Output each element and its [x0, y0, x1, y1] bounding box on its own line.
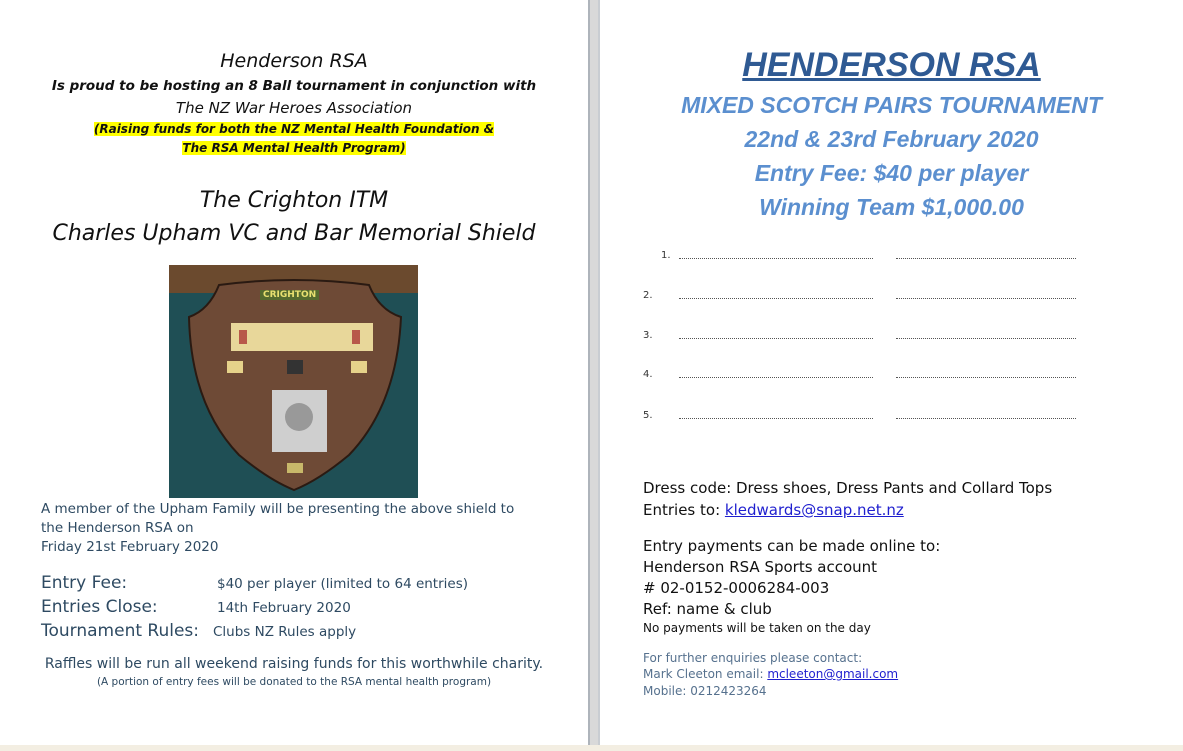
presentation-line-1: A member of the Upham Family will be presenting the above shield to: [41, 501, 515, 517]
entry-line-player-2[interactable]: [896, 298, 1076, 299]
intro-text: Is proud to be hosting an 8 Ball tournament in conjunction with: [51, 78, 537, 94]
row-number: 5.: [643, 410, 653, 421]
page-divider: [588, 0, 600, 751]
entry-row: [600, 290, 1183, 304]
payment-line-1: Entry payments can be made online to:: [643, 537, 941, 555]
entry-row: [600, 410, 1183, 424]
association-text: The NZ War Heroes Association: [175, 99, 413, 117]
entries-to-label: Entries to:: [643, 501, 725, 519]
tournament-dates: 22nd & 23rd February 2020: [744, 126, 1039, 152]
entries-email-link[interactable]: kledwards@snap.net.nz: [724, 501, 904, 519]
presentation-date: Friday 21st February 2020: [41, 539, 219, 555]
bottom-edge: [0, 745, 1183, 751]
presentation-line-2: the Henderson RSA on: [41, 520, 194, 536]
dress-code: Dress code: Dress shoes, Dress Pants and Collard Tops: [643, 479, 1053, 497]
shield-logo-text: CRIGHTON: [260, 290, 319, 300]
entry-line-player-1[interactable]: [679, 258, 873, 259]
entry-line-player-1[interactable]: [679, 377, 873, 378]
payment-account: # 02-0152-0006284-003: [643, 579, 830, 597]
entry-fee-value: $40 per player (limited to 64 entries): [217, 576, 469, 592]
enquiries-text: For further enquiries please contact:: [643, 651, 863, 665]
tournament-rules-value: Clubs NZ Rules apply: [213, 624, 357, 640]
payment-note: No payments will be taken on the day: [643, 621, 871, 635]
contact-line: [643, 667, 898, 681]
mobile-number: Mobile: 0212423264: [643, 684, 767, 698]
payment-line-2: Henderson RSA Sports account: [643, 558, 878, 576]
entry-line-player-2[interactable]: [896, 377, 1076, 378]
entry-line-player-1[interactable]: [679, 418, 873, 419]
entries-to: [643, 501, 904, 519]
row-number: 4.: [643, 369, 653, 380]
contact-label: Mark Cleeton email:: [643, 667, 768, 681]
entry-line-player-2[interactable]: [896, 338, 1076, 339]
right-title: HENDERSON RSA: [742, 46, 1041, 84]
donation-note: (A portion of entry fees will be donated to the RSA mental health program): [96, 676, 492, 688]
raffles-text: Raffles will be run all weekend raising funds for this worthwhile charity.: [44, 656, 544, 672]
row-number: 3.: [643, 330, 653, 341]
payment-ref: Ref: name & club: [643, 600, 772, 618]
shield-title-line-1: The Crighton ITM: [199, 188, 389, 213]
contact-email-link[interactable]: mcleeton@gmail.com: [767, 667, 899, 681]
entry-row: [600, 369, 1183, 383]
flyer-left-page: [0, 0, 588, 745]
entries-close-label: Entries Close:: [41, 597, 158, 617]
fundraising-line-2: The RSA Mental Health Program): [182, 141, 406, 155]
entry-row: [600, 330, 1183, 344]
flyer-right-page: [600, 0, 1183, 745]
entry-line-player-1[interactable]: [679, 338, 873, 339]
right-entry-fee: Entry Fee: $40 per player: [754, 160, 1029, 186]
entry-line-player-2[interactable]: [896, 418, 1076, 419]
shield-photo: [169, 265, 418, 498]
entry-line-player-1[interactable]: [679, 298, 873, 299]
entry-row: [600, 250, 1183, 264]
entry-line-player-2[interactable]: [896, 258, 1076, 259]
left-title: Henderson RSA: [220, 50, 368, 72]
entries-close-value: 14th February 2020: [217, 600, 351, 616]
row-number: 2.: [643, 290, 653, 301]
row-number: 1.: [661, 250, 671, 261]
tournament-rules-label: Tournament Rules:: [41, 621, 200, 641]
shield-title-line-2: Charles Upham VC and Bar Memorial Shield: [52, 221, 536, 246]
fundraising-line-1: (Raising funds for both the NZ Mental Health Foundation &: [93, 122, 495, 136]
entry-fee-label: Entry Fee:: [41, 573, 128, 593]
tournament-name: MIXED SCOTCH PAIRS TOURNAMENT: [681, 92, 1102, 118]
prize-text: Winning Team $1,000.00: [759, 194, 1024, 220]
